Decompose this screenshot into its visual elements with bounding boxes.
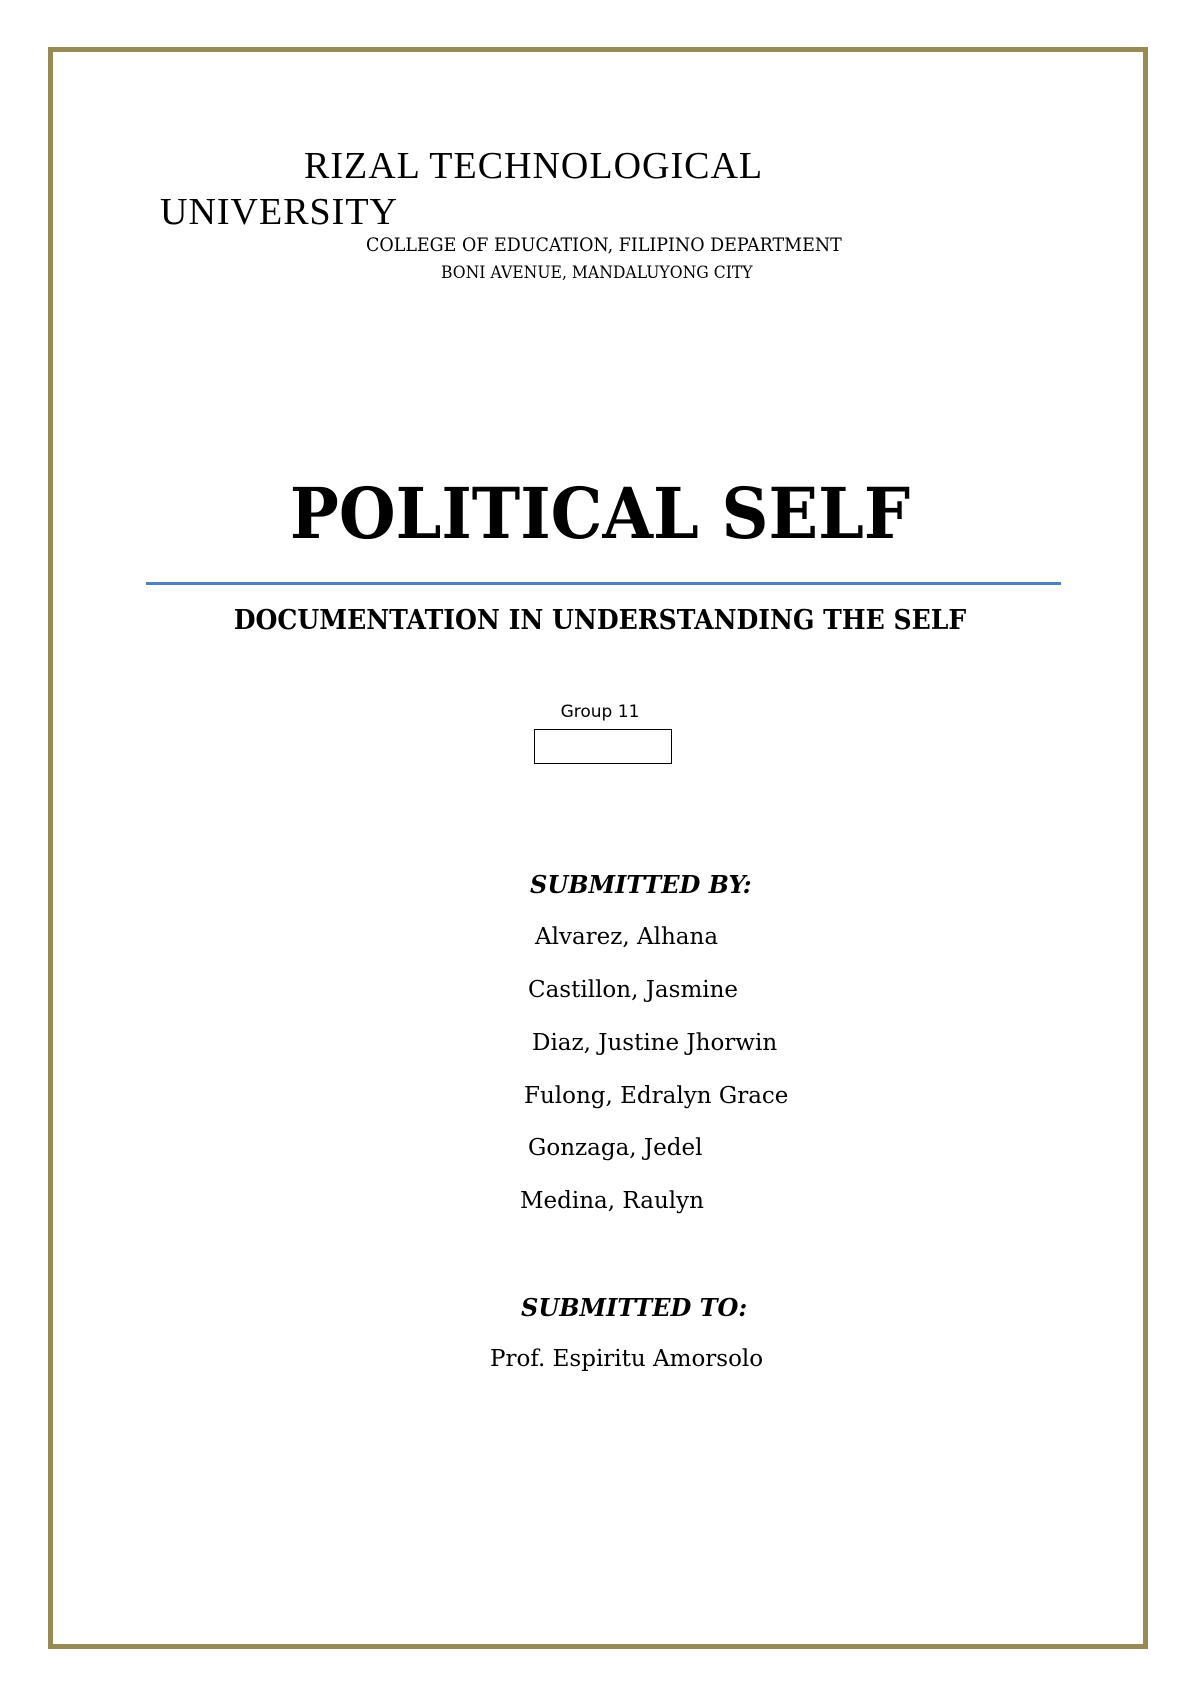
group-label: Group 11: [560, 702, 640, 722]
university-name-line-1: RIZAL TECHNOLOGICAL: [304, 145, 764, 187]
document-subtitle: DOCUMENTATION IN UNDERSTANDING THE SELF: [233, 605, 967, 636]
member-name: Castillon, Jasmine: [528, 977, 739, 1003]
member-name: Alvarez, Alhana: [535, 924, 719, 950]
university-address: BONI AVENUE, MANDALUYONG CITY: [441, 263, 753, 283]
professor-name: Prof. Espiritu Amorsolo: [490, 1346, 764, 1372]
member-name: Fulong, Edralyn Grace: [524, 1083, 789, 1109]
submitted-by-heading: SUBMITTED BY:: [530, 870, 752, 899]
group-box: [534, 729, 672, 764]
document-title: POLITICAL SELF: [289, 472, 911, 555]
submitted-to-heading: SUBMITTED TO:: [521, 1293, 748, 1322]
member-name: Diaz, Justine Jhorwin: [532, 1030, 778, 1056]
member-name: Medina, Raulyn: [520, 1188, 704, 1214]
university-name-line-2: UNIVERSITY: [160, 191, 398, 233]
member-name: Gonzaga, Jedel: [528, 1135, 703, 1161]
college-name: COLLEGE OF EDUCATION, FILIPINO DEPARTMENT: [366, 234, 842, 256]
title-divider: [146, 582, 1061, 585]
page-border: [48, 47, 1148, 1649]
